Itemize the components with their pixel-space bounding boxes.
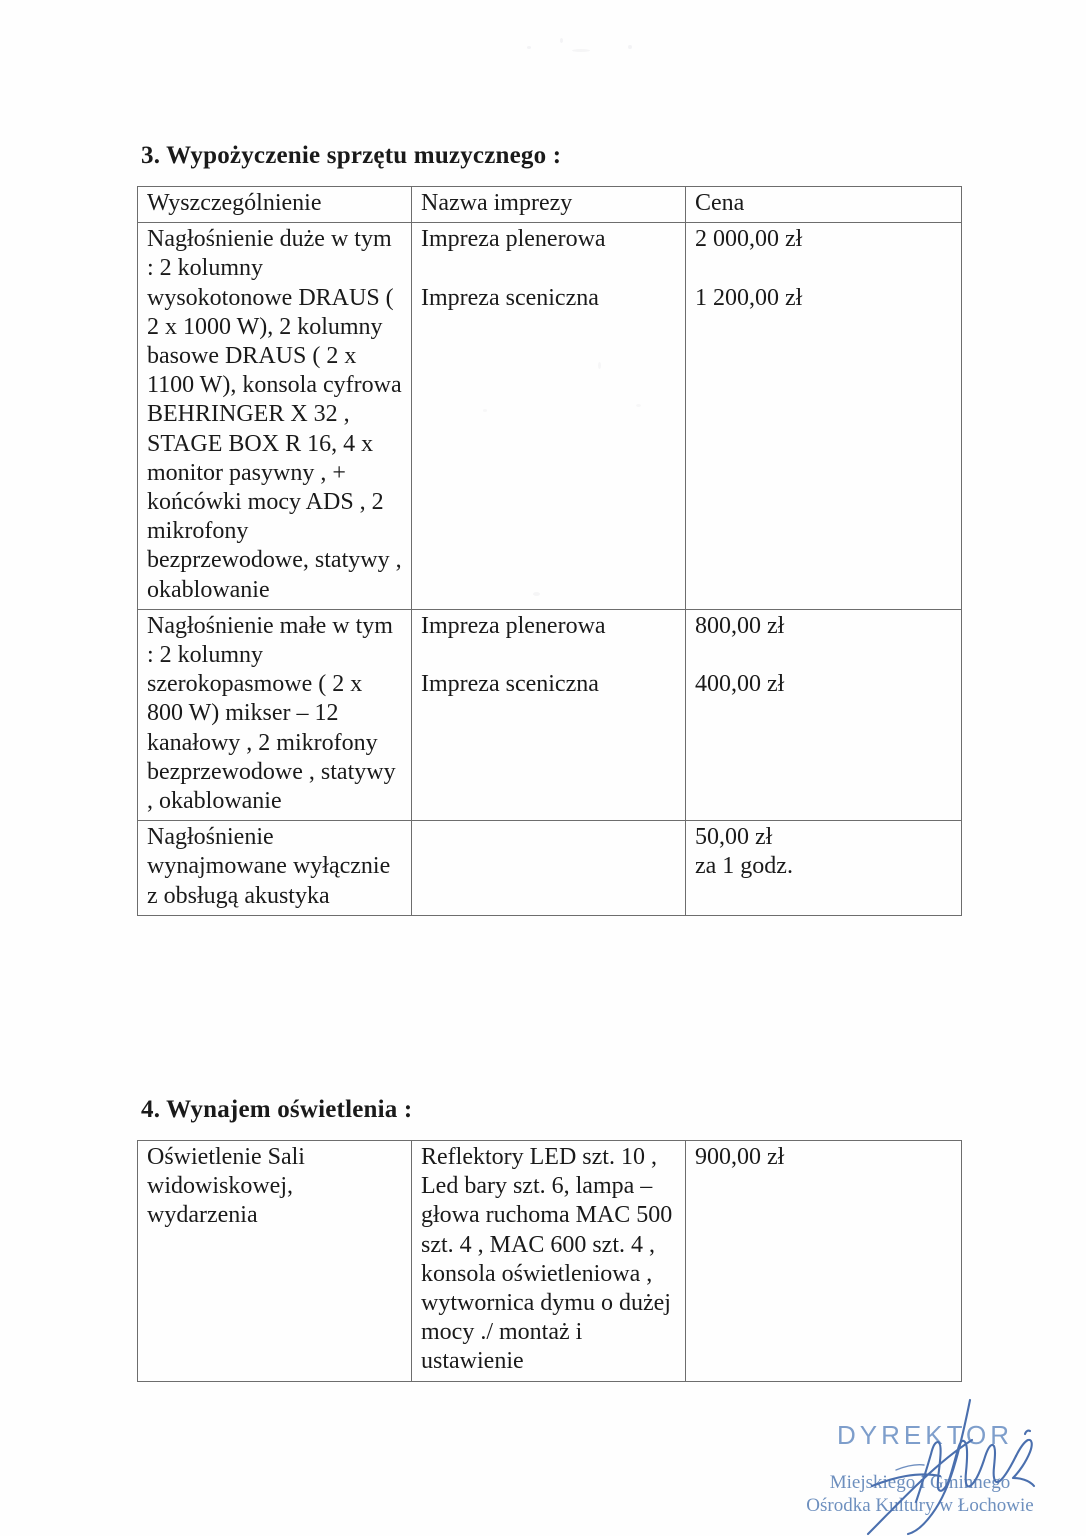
director-stamp — [770, 1420, 1070, 1530]
column-header-price: Cena — [686, 187, 962, 223]
price-value: 1 200,00 zł — [695, 284, 803, 311]
event-name: Impreza plenerowa — [421, 612, 606, 639]
column-header-event-name: Nazwa imprezy — [412, 187, 686, 223]
cell-event-names — [412, 609, 686, 820]
stamp-line-1: Miejskiego i Gminnego — [829, 1472, 1011, 1493]
scan-artifact — [572, 49, 590, 52]
column-header-specification: Wyszczególnienie — [138, 187, 412, 223]
spacer — [421, 641, 677, 670]
price-unit: za 1 godz. — [695, 853, 793, 880]
lighting-rental-price-table — [137, 1140, 962, 1382]
cell-prices — [686, 821, 962, 916]
cell-event-names — [412, 821, 686, 916]
scan-artifact — [560, 38, 563, 43]
table-row — [138, 223, 962, 610]
table-row — [138, 821, 962, 916]
section-heading-3: 3. Wypożyczenie sprzętu muzycznego : — [141, 142, 562, 169]
stamp-line-2: Ośrodka Kultury w Łochowie — [806, 1495, 1034, 1516]
price-value: 800,00 zł — [695, 612, 785, 639]
section-heading-4: 4. Wynajem oświetlenia : — [141, 1096, 413, 1123]
scan-artifact — [628, 45, 632, 49]
price-value: 2 000,00 zł — [695, 226, 803, 253]
cell-specification: Nagłośnienie małe w tym : 2 kolumny szerokopasmowe ( 2 x 800 W) mikser – 12 kanałowy , 2 mikrofony bezprzewodowe , statywy , okablowanie — [138, 609, 412, 820]
cell-specification: Oświetlenie Sali widowiskowej, wydarzenia — [138, 1141, 412, 1382]
cell-equipment-list: Reflektory LED szt. 10 , Led bary szt. 6, lampa – głowa ruchoma MAC 500 szt. 4 , MAC 600 szt. 4 , konsola oświetleniowa , wytwornica dymu o dużej mocy ./ montaż i ustawienie — [412, 1141, 686, 1382]
event-name: Impreza plenerowa — [421, 226, 606, 253]
table-row — [138, 1141, 962, 1382]
spacer — [695, 641, 953, 670]
price-value: 400,00 zł — [695, 671, 785, 698]
music-equipment-price-table — [137, 186, 962, 916]
stamp-title: DYREKTOR — [837, 1420, 1013, 1450]
cell-prices — [686, 223, 962, 610]
spacer — [695, 254, 953, 283]
cell-prices — [686, 609, 962, 820]
cell-specification: Nagłośnienie duże w tym : 2 kolumny wysokotonowe DRAUS ( 2 x 1000 W), 2 kolumny basowe DRAUS ( 2 x 1100 W), konsola cyfrowa BEHRINGER X 32 , STAGE BOX R 16, 4 x monitor pasywny , + końcówki mocy ADS , 2 mikrofony bezprzewodowe, statywy , okablowanie — [138, 223, 412, 610]
price-value: 50,00 zł — [695, 824, 773, 851]
cell-event-names — [412, 223, 686, 610]
table-row — [138, 609, 962, 820]
table-header-row — [138, 187, 962, 223]
spacer — [421, 254, 677, 283]
cell-prices: 900,00 zł — [686, 1141, 962, 1382]
event-name: Impreza sceniczna — [421, 284, 599, 311]
cell-specification: Nagłośnienie wynajmowane wyłącznie z obsługą akustyka — [138, 821, 412, 916]
event-name: Impreza sceniczna — [421, 671, 599, 698]
scan-artifact — [527, 46, 531, 49]
handwritten-signature — [820, 1398, 1070, 1536]
